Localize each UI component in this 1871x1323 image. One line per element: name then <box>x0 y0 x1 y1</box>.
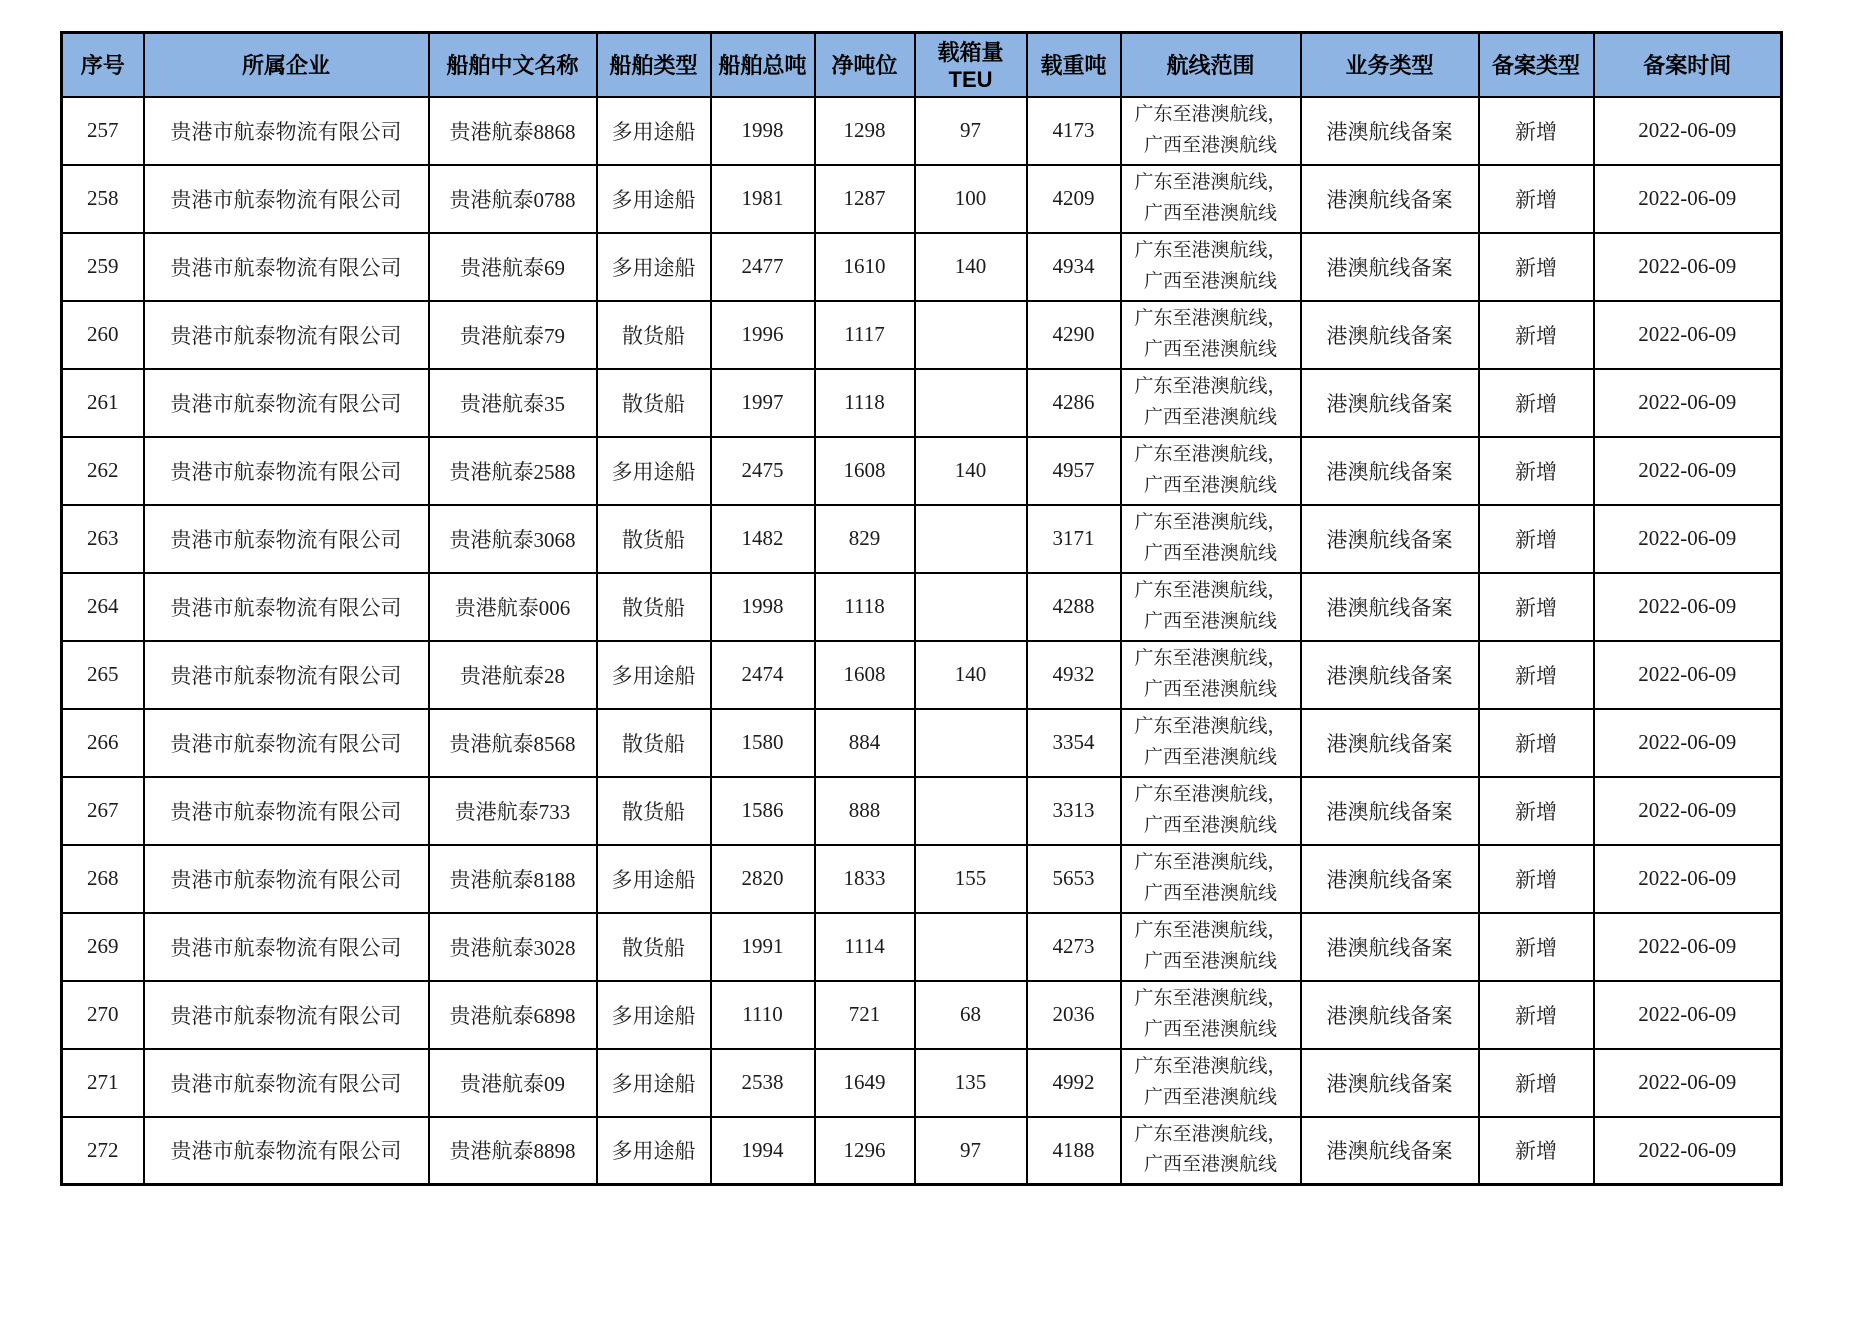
cell-ship-name: 贵港航泰3028 <box>429 913 597 981</box>
cell-gross-tonnage: 2475 <box>711 437 815 505</box>
cell-net-tonnage: 888 <box>815 777 915 845</box>
cell-teu-capacity <box>915 913 1027 981</box>
cell-index: 259 <box>62 233 144 301</box>
table-row <box>62 233 1782 301</box>
cell-net-tonnage: 1118 <box>815 369 915 437</box>
cell-index: 261 <box>62 369 144 437</box>
cell-route-range: 广东至港澳航线，广西至港澳航线 <box>1121 97 1301 165</box>
cell-teu-capacity: 140 <box>915 233 1027 301</box>
cell-gross-tonnage: 1994 <box>711 1117 815 1185</box>
col-header-ship-name: 船舶中文名称 <box>429 33 597 97</box>
cell-route-range: 广东至港澳航线，广西至港澳航线 <box>1121 233 1301 301</box>
cell-ship-type: 多用途船 <box>597 641 711 709</box>
cell-index: 264 <box>62 573 144 641</box>
cell-filing-type: 新增 <box>1479 845 1594 913</box>
table-row <box>62 301 1782 369</box>
cell-teu-capacity <box>915 505 1027 573</box>
cell-ship-type: 散货船 <box>597 301 711 369</box>
cell-teu-capacity <box>915 573 1027 641</box>
cell-gross-tonnage: 2820 <box>711 845 815 913</box>
cell-deadweight: 4934 <box>1027 233 1121 301</box>
vessel-filing-sheet <box>60 31 1783 1186</box>
cell-ship-type: 散货船 <box>597 573 711 641</box>
cell-index: 268 <box>62 845 144 913</box>
vessel-filing-table <box>60 31 1783 1186</box>
cell-route-range: 广东至港澳航线，广西至港澳航线 <box>1121 981 1301 1049</box>
cell-index: 272 <box>62 1117 144 1185</box>
cell-ship-name: 贵港航泰8898 <box>429 1117 597 1185</box>
col-header-company: 所属企业 <box>144 33 429 97</box>
cell-deadweight: 4286 <box>1027 369 1121 437</box>
cell-deadweight: 3354 <box>1027 709 1121 777</box>
cell-filing-date: 2022-06-09 <box>1594 709 1782 777</box>
cell-filing-type: 新增 <box>1479 777 1594 845</box>
cell-deadweight: 4188 <box>1027 1117 1121 1185</box>
cell-ship-name: 贵港航泰35 <box>429 369 597 437</box>
cell-ship-name: 贵港航泰09 <box>429 1049 597 1117</box>
cell-filing-date: 2022-06-09 <box>1594 437 1782 505</box>
table-row <box>62 505 1782 573</box>
cell-filing-date: 2022-06-09 <box>1594 301 1782 369</box>
cell-index: 265 <box>62 641 144 709</box>
cell-ship-name: 贵港航泰8188 <box>429 845 597 913</box>
cell-deadweight: 4932 <box>1027 641 1121 709</box>
col-header-ship-type: 船舶类型 <box>597 33 711 97</box>
cell-net-tonnage: 1118 <box>815 573 915 641</box>
cell-teu-capacity: 100 <box>915 165 1027 233</box>
cell-ship-type: 多用途船 <box>597 97 711 165</box>
cell-gross-tonnage: 1996 <box>711 301 815 369</box>
cell-deadweight: 4290 <box>1027 301 1121 369</box>
col-header-gross-tonnage: 船舶总吨 <box>711 33 815 97</box>
cell-filing-type: 新增 <box>1479 913 1594 981</box>
cell-filing-type: 新增 <box>1479 301 1594 369</box>
cell-ship-type: 多用途船 <box>597 981 711 1049</box>
cell-teu-capacity: 97 <box>915 97 1027 165</box>
cell-ship-name: 贵港航泰69 <box>429 233 597 301</box>
cell-ship-name: 贵港航泰8568 <box>429 709 597 777</box>
cell-ship-type: 散货船 <box>597 777 711 845</box>
cell-route-range: 广东至港澳航线，广西至港澳航线 <box>1121 777 1301 845</box>
cell-business-type: 港澳航线备案 <box>1301 1117 1479 1185</box>
cell-business-type: 港澳航线备案 <box>1301 369 1479 437</box>
col-header-teu-capacity: 载箱量TEU <box>915 33 1027 97</box>
cell-ship-name: 贵港航泰6898 <box>429 981 597 1049</box>
table-row <box>62 369 1782 437</box>
cell-deadweight: 4209 <box>1027 165 1121 233</box>
cell-gross-tonnage: 2538 <box>711 1049 815 1117</box>
table-row <box>62 981 1782 1049</box>
cell-business-type: 港澳航线备案 <box>1301 573 1479 641</box>
cell-route-range: 广东至港澳航线，广西至港澳航线 <box>1121 709 1301 777</box>
cell-filing-type: 新增 <box>1479 97 1594 165</box>
cell-company: 贵港市航泰物流有限公司 <box>144 641 429 709</box>
table-row <box>62 641 1782 709</box>
cell-gross-tonnage: 2474 <box>711 641 815 709</box>
table-row <box>62 573 1782 641</box>
cell-gross-tonnage: 1997 <box>711 369 815 437</box>
cell-business-type: 港澳航线备案 <box>1301 233 1479 301</box>
cell-company: 贵港市航泰物流有限公司 <box>144 573 429 641</box>
cell-filing-date: 2022-06-09 <box>1594 233 1782 301</box>
cell-net-tonnage: 884 <box>815 709 915 777</box>
cell-index: 262 <box>62 437 144 505</box>
col-header-filing-type: 备案类型 <box>1479 33 1594 97</box>
cell-filing-date: 2022-06-09 <box>1594 165 1782 233</box>
table-row <box>62 777 1782 845</box>
table-row <box>62 165 1782 233</box>
cell-index: 270 <box>62 981 144 1049</box>
cell-filing-date: 2022-06-09 <box>1594 1117 1782 1185</box>
cell-net-tonnage: 1298 <box>815 97 915 165</box>
cell-company: 贵港市航泰物流有限公司 <box>144 437 429 505</box>
cell-business-type: 港澳航线备案 <box>1301 505 1479 573</box>
cell-business-type: 港澳航线备案 <box>1301 981 1479 1049</box>
cell-filing-date: 2022-06-09 <box>1594 777 1782 845</box>
col-header-deadweight: 载重吨 <box>1027 33 1121 97</box>
cell-teu-capacity: 135 <box>915 1049 1027 1117</box>
cell-ship-name: 贵港航泰3068 <box>429 505 597 573</box>
cell-filing-date: 2022-06-09 <box>1594 641 1782 709</box>
cell-ship-name: 贵港航泰28 <box>429 641 597 709</box>
cell-deadweight: 4992 <box>1027 1049 1121 1117</box>
cell-gross-tonnage: 1482 <box>711 505 815 573</box>
cell-gross-tonnage: 1110 <box>711 981 815 1049</box>
cell-route-range: 广东至港澳航线，广西至港澳航线 <box>1121 369 1301 437</box>
cell-company: 贵港市航泰物流有限公司 <box>144 913 429 981</box>
cell-ship-type: 散货船 <box>597 709 711 777</box>
cell-ship-type: 散货船 <box>597 505 711 573</box>
cell-company: 贵港市航泰物流有限公司 <box>144 777 429 845</box>
cell-ship-name: 贵港航泰79 <box>429 301 597 369</box>
table-body <box>62 97 1782 1185</box>
cell-filing-type: 新增 <box>1479 981 1594 1049</box>
cell-business-type: 港澳航线备案 <box>1301 97 1479 165</box>
cell-teu-capacity: 140 <box>915 641 1027 709</box>
cell-business-type: 港澳航线备案 <box>1301 777 1479 845</box>
cell-net-tonnage: 1608 <box>815 641 915 709</box>
cell-company: 贵港市航泰物流有限公司 <box>144 505 429 573</box>
cell-teu-capacity <box>915 369 1027 437</box>
cell-deadweight: 4273 <box>1027 913 1121 981</box>
cell-route-range: 广东至港澳航线，广西至港澳航线 <box>1121 845 1301 913</box>
table-row <box>62 709 1782 777</box>
cell-route-range: 广东至港澳航线，广西至港澳航线 <box>1121 437 1301 505</box>
cell-company: 贵港市航泰物流有限公司 <box>144 97 429 165</box>
cell-net-tonnage: 1610 <box>815 233 915 301</box>
cell-filing-date: 2022-06-09 <box>1594 845 1782 913</box>
cell-route-range: 广东至港澳航线，广西至港澳航线 <box>1121 573 1301 641</box>
cell-deadweight: 3313 <box>1027 777 1121 845</box>
cell-business-type: 港澳航线备案 <box>1301 641 1479 709</box>
cell-route-range: 广东至港澳航线，广西至港澳航线 <box>1121 505 1301 573</box>
cell-index: 266 <box>62 709 144 777</box>
cell-net-tonnage: 721 <box>815 981 915 1049</box>
cell-company: 贵港市航泰物流有限公司 <box>144 165 429 233</box>
cell-company: 贵港市航泰物流有限公司 <box>144 845 429 913</box>
cell-business-type: 港澳航线备案 <box>1301 301 1479 369</box>
cell-company: 贵港市航泰物流有限公司 <box>144 1117 429 1185</box>
cell-filing-type: 新增 <box>1479 709 1594 777</box>
table-row <box>62 1117 1782 1185</box>
cell-teu-capacity: 140 <box>915 437 1027 505</box>
cell-ship-name: 贵港航泰2588 <box>429 437 597 505</box>
table-row <box>62 97 1782 165</box>
cell-company: 贵港市航泰物流有限公司 <box>144 233 429 301</box>
cell-company: 贵港市航泰物流有限公司 <box>144 709 429 777</box>
col-header-index: 序号 <box>62 33 144 97</box>
table-row <box>62 913 1782 981</box>
cell-gross-tonnage: 1998 <box>711 97 815 165</box>
cell-route-range: 广东至港澳航线，广西至港澳航线 <box>1121 1117 1301 1185</box>
cell-teu-capacity: 97 <box>915 1117 1027 1185</box>
cell-business-type: 港澳航线备案 <box>1301 845 1479 913</box>
cell-gross-tonnage: 1991 <box>711 913 815 981</box>
cell-deadweight: 5653 <box>1027 845 1121 913</box>
cell-route-range: 广东至港澳航线，广西至港澳航线 <box>1121 913 1301 981</box>
cell-company: 贵港市航泰物流有限公司 <box>144 1049 429 1117</box>
table-row <box>62 1049 1782 1117</box>
cell-deadweight: 2036 <box>1027 981 1121 1049</box>
cell-route-range: 广东至港澳航线，广西至港澳航线 <box>1121 641 1301 709</box>
cell-net-tonnage: 1117 <box>815 301 915 369</box>
cell-company: 贵港市航泰物流有限公司 <box>144 301 429 369</box>
cell-ship-type: 多用途船 <box>597 1049 711 1117</box>
cell-filing-date: 2022-06-09 <box>1594 1049 1782 1117</box>
col-header-route-range: 航线范围 <box>1121 33 1301 97</box>
cell-net-tonnage: 1649 <box>815 1049 915 1117</box>
cell-filing-type: 新增 <box>1479 165 1594 233</box>
cell-gross-tonnage: 1586 <box>711 777 815 845</box>
cell-ship-type: 多用途船 <box>597 845 711 913</box>
table-row <box>62 845 1782 913</box>
table-row <box>62 437 1782 505</box>
cell-filing-type: 新增 <box>1479 573 1594 641</box>
cell-filing-type: 新增 <box>1479 1117 1594 1185</box>
cell-deadweight: 3171 <box>1027 505 1121 573</box>
cell-gross-tonnage: 1981 <box>711 165 815 233</box>
cell-route-range: 广东至港澳航线，广西至港澳航线 <box>1121 301 1301 369</box>
cell-ship-name: 贵港航泰733 <box>429 777 597 845</box>
cell-ship-name: 贵港航泰0788 <box>429 165 597 233</box>
cell-ship-type: 散货船 <box>597 913 711 981</box>
cell-filing-type: 新增 <box>1479 505 1594 573</box>
cell-filing-date: 2022-06-09 <box>1594 573 1782 641</box>
cell-index: 258 <box>62 165 144 233</box>
col-header-business-type: 业务类型 <box>1301 33 1479 97</box>
cell-net-tonnage: 1608 <box>815 437 915 505</box>
cell-index: 263 <box>62 505 144 573</box>
cell-filing-date: 2022-06-09 <box>1594 505 1782 573</box>
cell-route-range: 广东至港澳航线，广西至港澳航线 <box>1121 1049 1301 1117</box>
cell-route-range: 广东至港澳航线，广西至港澳航线 <box>1121 165 1301 233</box>
cell-teu-capacity <box>915 301 1027 369</box>
cell-ship-type: 多用途船 <box>597 165 711 233</box>
cell-index: 260 <box>62 301 144 369</box>
cell-ship-type: 多用途船 <box>597 437 711 505</box>
cell-index: 271 <box>62 1049 144 1117</box>
cell-company: 贵港市航泰物流有限公司 <box>144 981 429 1049</box>
col-header-filing-date: 备案时间 <box>1594 33 1782 97</box>
cell-filing-type: 新增 <box>1479 1049 1594 1117</box>
cell-deadweight: 4173 <box>1027 97 1121 165</box>
cell-filing-date: 2022-06-09 <box>1594 369 1782 437</box>
cell-business-type: 港澳航线备案 <box>1301 709 1479 777</box>
cell-teu-capacity: 155 <box>915 845 1027 913</box>
cell-business-type: 港澳航线备案 <box>1301 437 1479 505</box>
cell-filing-type: 新增 <box>1479 641 1594 709</box>
cell-gross-tonnage: 1998 <box>711 573 815 641</box>
col-header-net-tonnage: 净吨位 <box>815 33 915 97</box>
cell-filing-date: 2022-06-09 <box>1594 981 1782 1049</box>
cell-filing-date: 2022-06-09 <box>1594 97 1782 165</box>
cell-business-type: 港澳航线备案 <box>1301 913 1479 981</box>
cell-gross-tonnage: 2477 <box>711 233 815 301</box>
cell-ship-type: 多用途船 <box>597 1117 711 1185</box>
cell-business-type: 港澳航线备案 <box>1301 1049 1479 1117</box>
cell-teu-capacity <box>915 709 1027 777</box>
cell-filing-type: 新增 <box>1479 233 1594 301</box>
cell-net-tonnage: 829 <box>815 505 915 573</box>
cell-business-type: 港澳航线备案 <box>1301 165 1479 233</box>
cell-index: 267 <box>62 777 144 845</box>
cell-company: 贵港市航泰物流有限公司 <box>144 369 429 437</box>
cell-net-tonnage: 1833 <box>815 845 915 913</box>
cell-index: 257 <box>62 97 144 165</box>
cell-net-tonnage: 1287 <box>815 165 915 233</box>
cell-deadweight: 4288 <box>1027 573 1121 641</box>
cell-filing-type: 新增 <box>1479 437 1594 505</box>
cell-deadweight: 4957 <box>1027 437 1121 505</box>
cell-ship-name: 贵港航泰8868 <box>429 97 597 165</box>
cell-gross-tonnage: 1580 <box>711 709 815 777</box>
cell-ship-type: 多用途船 <box>597 233 711 301</box>
cell-teu-capacity <box>915 777 1027 845</box>
cell-filing-date: 2022-06-09 <box>1594 913 1782 981</box>
cell-index: 269 <box>62 913 144 981</box>
cell-ship-type: 散货船 <box>597 369 711 437</box>
cell-ship-name: 贵港航泰006 <box>429 573 597 641</box>
header-row <box>62 33 1782 97</box>
cell-net-tonnage: 1114 <box>815 913 915 981</box>
cell-net-tonnage: 1296 <box>815 1117 915 1185</box>
cell-filing-type: 新增 <box>1479 369 1594 437</box>
cell-teu-capacity: 68 <box>915 981 1027 1049</box>
